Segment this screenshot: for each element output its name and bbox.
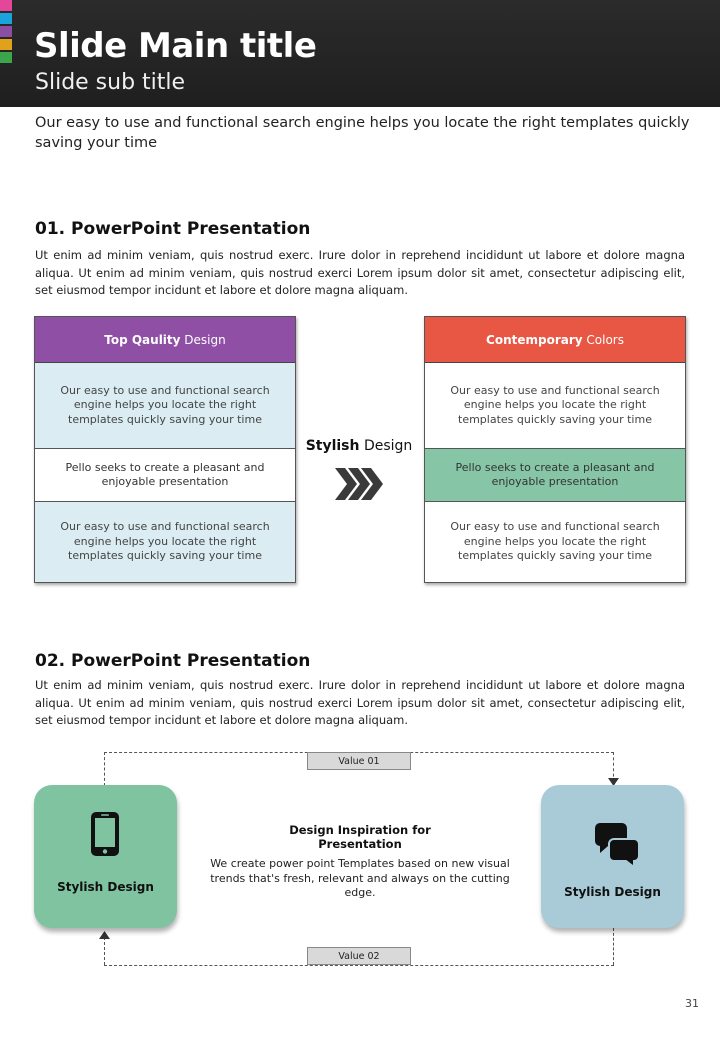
section1-title: 01. PowerPoint Presentation [35,219,311,239]
inspiration-title: Design Inspiration for Presentation [289,823,431,851]
arrow-up-icon [99,931,110,939]
left-table-row1: Our easy to use and functional search engine helps you locate the right templates quickly saving your time [35,363,295,449]
intro-text: Our easy to use and functional search engine helps you locate the right templates quickly saving your time [35,115,690,151]
section1-body: Ut enim ad minim veniam, quis nostrud exerc. Irure dolor in reprehend incididunt ut labore et dolore magna aliqua. Ut enim ad minim veniam, quis nostrud exerci Lorem ipsum dolor sit amet, consectetur adipiscing elit, set eiusmod tempor incidunt et labore et dolore magna aliquam. [35,248,685,297]
left-table-header-rest: Design [180,332,226,347]
color-tab-purple [0,26,12,37]
center-label [300,438,418,454]
right-table-row3: Our easy to use and functional search engine helps you locate the right templates quickly saving your time [425,502,685,582]
page-number: 31 [685,997,699,1010]
left-table-row3: Our easy to use and functional search engine helps you locate the right templates quickly saving your time [35,502,295,582]
smartphone-icon [90,811,120,857]
right-table [424,316,686,583]
top-left-connector [104,752,105,786]
right-card [541,785,684,928]
center-label-rest: Design [359,438,413,454]
left-table-header-bold: Top Qaulity [104,332,181,347]
slide-subtitle: Slide sub title [35,70,186,95]
chat-bubbles-icon [594,821,640,867]
color-tab-pink [0,0,12,11]
right-table-header-rest: Colors [582,332,624,347]
slide-header [0,0,720,107]
right-card-label: Stylish Design [564,885,661,899]
color-tab-blue [0,13,12,24]
section2-title: 02. PowerPoint Presentation [35,651,311,671]
section2-body: Ut enim ad minim veniam, quis nostrud exerc. Irure dolor in reprehend incididunt ut labore et dolore magna aliqua. Ut enim ad minim veniam, quis nostrud exerci Lorem ipsum dolor sit amet, consectetur adipiscing elit, set eiusmod tempor incidunt et labore et dolore magna aliquam. [35,678,685,727]
right-table-row1: Our easy to use and functional search engine helps you locate the right templates quickly saving your time [425,363,685,449]
left-card-label: Stylish Design [57,880,154,894]
value-01-box: Value 01 [307,752,411,770]
left-table-header [35,317,295,363]
inspiration-body: We create power point Templates based on new visual trends that's fresh, relevant and always on the cutting edge. [210,857,510,899]
bottom-right-connector [613,928,614,965]
bottom-connector [104,965,614,966]
right-table-row2: Pello seeks to create a pleasant and enjoyable presentation [425,449,685,502]
right-table-header [425,317,685,363]
color-tab-orange [0,39,12,50]
left-table [34,316,296,583]
slide-title: Slide Main title [34,26,317,66]
right-table-header-bold: Contemporary [486,332,583,347]
value-02-box: Value 02 [307,947,411,965]
color-tabs [0,0,12,65]
left-card [34,785,177,928]
chevrons-right-icon [333,466,385,502]
center-label-bold: Stylish [305,438,360,454]
color-tab-green [0,52,12,63]
left-table-row2: Pello seeks to create a pleasant and enjoyable presentation [35,449,295,502]
bottom-left-connector [104,937,105,965]
